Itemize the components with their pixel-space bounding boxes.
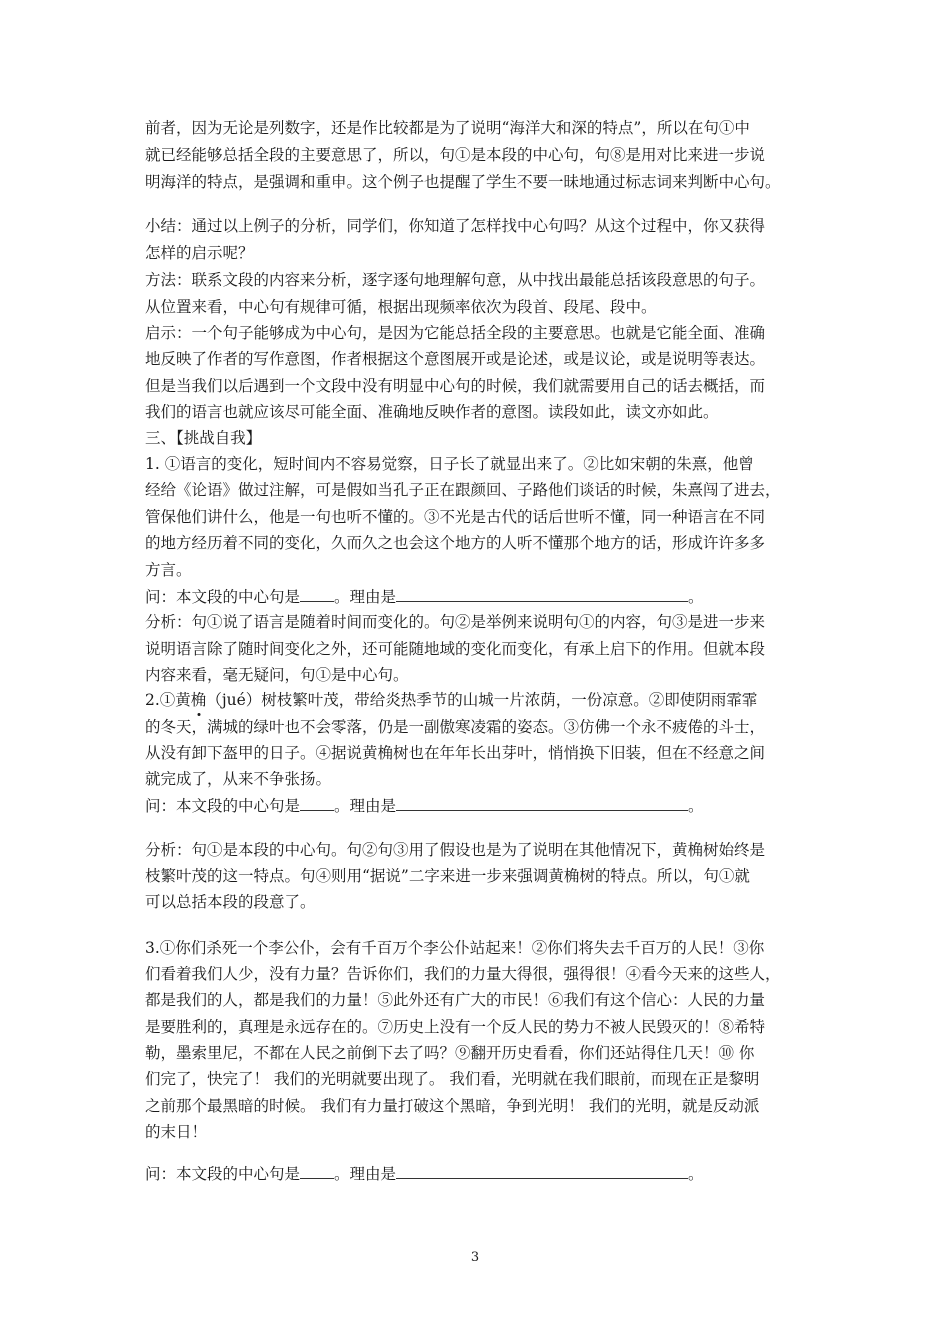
insight-line: 启示：一个句子能够成为中心句，是因为它能总括全段的主要意思。也就是它能全面、准确 xyxy=(145,324,766,342)
q3-line: 是要胜利的，真理是永远存在的。⑦历史上没有一个反人民的势力不被人民毁灭的！⑧希特 xyxy=(145,1018,766,1036)
q3-line: 们完了，快完了！ 我们的光明就要出现了。 我们看，光明就在我们眼前，而现在正是黎明 xyxy=(145,1070,760,1088)
section-title: 三、【挑战自我】 xyxy=(145,429,262,447)
method-line: 方法：联系文段的内容来分析，逐字逐句地理解句意，从中找出最能总括该段意思的句子。 xyxy=(145,271,766,289)
a1-line: 分析：句①说了语言是随着时间而变化的。句②是举例来说明句①的内容，句③是进一步来 xyxy=(145,613,766,631)
q3-question: 问：本文段的中心句是 。理由是 。 xyxy=(145,1165,704,1183)
insight-line: 但是当我们以后遇到一个文段中没有明显中心句的时候，我们就需要用自己的话去概括，而 xyxy=(145,377,766,395)
q2-question: 问：本文段的中心句是 。理由是 。 xyxy=(145,797,704,815)
intro-line: 明海洋的特点，是强调和重申。这个例子也提醒了学生不要一昧地通过标志词来判断中心句。 xyxy=(145,173,781,191)
emphasis-dot xyxy=(197,713,200,716)
answer-blank-sentence[interactable] xyxy=(300,586,334,602)
q3-line: 3.①你们杀死一个李公仆，会有千百万个李公仆站起来！②你们将失去千百万的人民！③你 xyxy=(145,939,765,957)
q2-line: 的冬天，满城的绿叶也不会零落，仍是一副傲寒凌霜的姿态。③仿佛一个永不疲倦的斗士， xyxy=(145,718,766,736)
a1-line: 内容来看，毫无疑问，句①是中心句。 xyxy=(145,666,409,684)
answer-blank-sentence[interactable] xyxy=(300,795,334,811)
q1-line: 1. ①语言的变化，短时间内不容易觉察，日子长了就显出来了。②比如宋朝的朱熹，他曾 xyxy=(145,455,754,473)
a2-line: 分析：句①是本段的中心句。句②句③用了假设也是为了说明在其他情况下，黄桷树始终是 xyxy=(145,841,766,859)
q1-line: 管保他们讲什么，他是一句也听不懂的。③不光是古代的话后世听不懂，同一种语言在不同 xyxy=(145,508,766,526)
a2-line: 可以总括本段的段意了。 xyxy=(145,893,316,911)
answer-blank-reason[interactable] xyxy=(396,1163,688,1179)
intro-line: 就已经能够总括全段的主要意思了，所以，句①是本段的中心句，句⑧是用对比来进一步说 xyxy=(145,146,766,164)
answer-blank-reason[interactable] xyxy=(396,586,688,602)
a2-line: 枝繁叶茂的这一特点。句④则用“据说”二字来进一步来强调黄桷树的特点。所以，句①就 xyxy=(145,867,750,885)
q3-line: 勒，墨索里尼，不都在人民之前倒下去了吗？⑨翻开历史看看，你们还站得住几天！⑩ 你 xyxy=(145,1044,755,1062)
q3-line: 的末日！ xyxy=(145,1123,208,1141)
q1-line: 的地方经历着不同的变化，久而久之也会这个地方的人听不懂那个地方的话，形成许许多多 xyxy=(145,534,766,552)
q3-line: 都是我们的人，都是我们的力量！⑤此外还有广大的市民！⑥我们有这个信心：人民的力量 xyxy=(145,991,766,1009)
q2-line: 2.①黄桷 （jué）树枝繁叶茂，带给炎热季节的山城一片浓荫，一份凉意。②即使阴雨霏霏 xyxy=(145,690,757,710)
q2-line: 就完成了，从来不争张扬。 xyxy=(145,770,332,788)
answer-blank-sentence[interactable] xyxy=(300,1163,334,1179)
q3-line: 们看着我们人少，没有力量？告诉你们，我们的力量大得很，强得很！④看今天来的这些人， xyxy=(145,965,781,983)
q3-line: 之前那个最黑暗的时候。 我们有力量打破这个黑暗，争到光明！ 我们的光明，就是反动派 xyxy=(145,1097,760,1115)
q1-line: 方言。 xyxy=(145,561,192,579)
summary-line: 小结：通过以上例子的分析，同学们，你知道了怎样找中心句吗？从这个过程中，你又获得 xyxy=(145,217,766,235)
a1-line: 说明语言除了随时间变化之外，还可能随地域的变化而变化，有承上启下的作用。但就本段 xyxy=(145,640,766,658)
insight-line: 地反映了作者的写作意图，作者根据这个意图展开或是论述，或是议论，或是说明等表达。 xyxy=(145,350,766,368)
q2-line: 从没有卸下盔甲的日子。④据说黄桷树也在年年长出芽叶，悄悄换下旧装，但在不经意之间 xyxy=(145,744,766,762)
q1-line: 经给《论语》做过注解，可是假如当孔子正在跟颜回、子路他们谈话的时候，朱熹闯了进去， xyxy=(145,481,781,499)
method-line: 从位置来看，中心句有规律可循，根据出现频率依次为段首、段尾、段中。 xyxy=(145,298,657,316)
insight-line: 我们的语言也就应该尽可能全面、准确地反映作者的意图。读段如此，读文亦如此。 xyxy=(145,403,719,421)
intro-line: 前者，因为无论是列数字，还是作比较都是为了说明“海洋大和深的特点”，所以在句①中 xyxy=(145,119,750,137)
answer-blank-reason[interactable] xyxy=(396,795,688,811)
dotted-character: 桷 xyxy=(191,690,207,710)
page-number: 3 xyxy=(470,1250,480,1265)
summary-line: 怎样的启示呢？ xyxy=(145,244,254,262)
q1-question: 问：本文段的中心句是 。理由是 。 xyxy=(145,588,704,606)
